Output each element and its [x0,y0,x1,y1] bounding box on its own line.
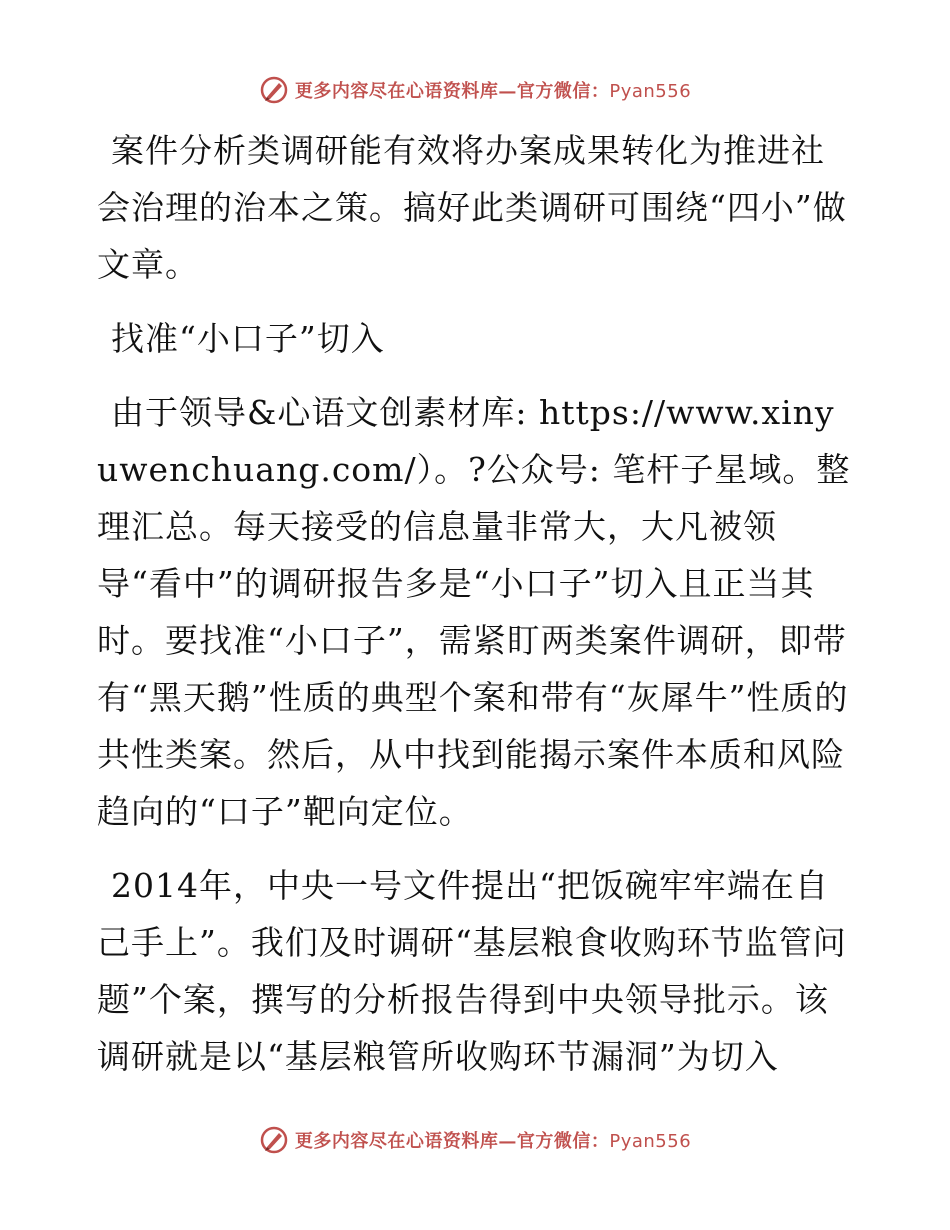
document-body [97,122,851,1085]
footer-watermark [0,1120,950,1160]
watermark-text: 更多内容尽在心语资料库—官方微信：Pyan556 [294,1131,692,1152]
wechat-id: Pyan556 [609,1131,692,1152]
paragraph-intro: 案件分析类调研能有效将办案成果转化为推进社会治理的治本之策。搞好此类调研可围绕“四小”做文章。 [97,131,847,284]
watermark-text: 更多内容尽在心语资料库—官方微信：Pyan556 [294,81,692,102]
header-watermark [0,70,950,110]
pen-logo-icon [259,75,289,105]
wechat-id: Pyan556 [609,81,692,102]
pen-logo-icon [259,1125,289,1155]
paragraph-body: 由于领导&心语文创素材库: https://www.xinyuwenchuang.com/）。?公众号: 笔杆子星域。整理汇总。每天接受的信息量非常大，大凡被领导“看中”的调研报告多是“小口子”切入且正当其时。要找准“小口子”，需紧盯两类案件调研，即带有“黑天鹅”性质的典型个案和带有“灰犀牛”性质的共性类案。然后，从中找到能揭示案件本质和风险趋向的“口子”靶向定位。 [97,393,851,831]
paragraph-example: 2014年，中央一号文件提出“把饭碗牢牢端在自己手上”。我们及时调研“基层粮食收购环节监管问题”个案，撰写的分析报告得到中央领导批示。该调研就是以“基层粮管所收购环节漏洞”为切入 [97,866,847,1076]
section-heading: 找准“小口子”切入 [111,319,385,358]
